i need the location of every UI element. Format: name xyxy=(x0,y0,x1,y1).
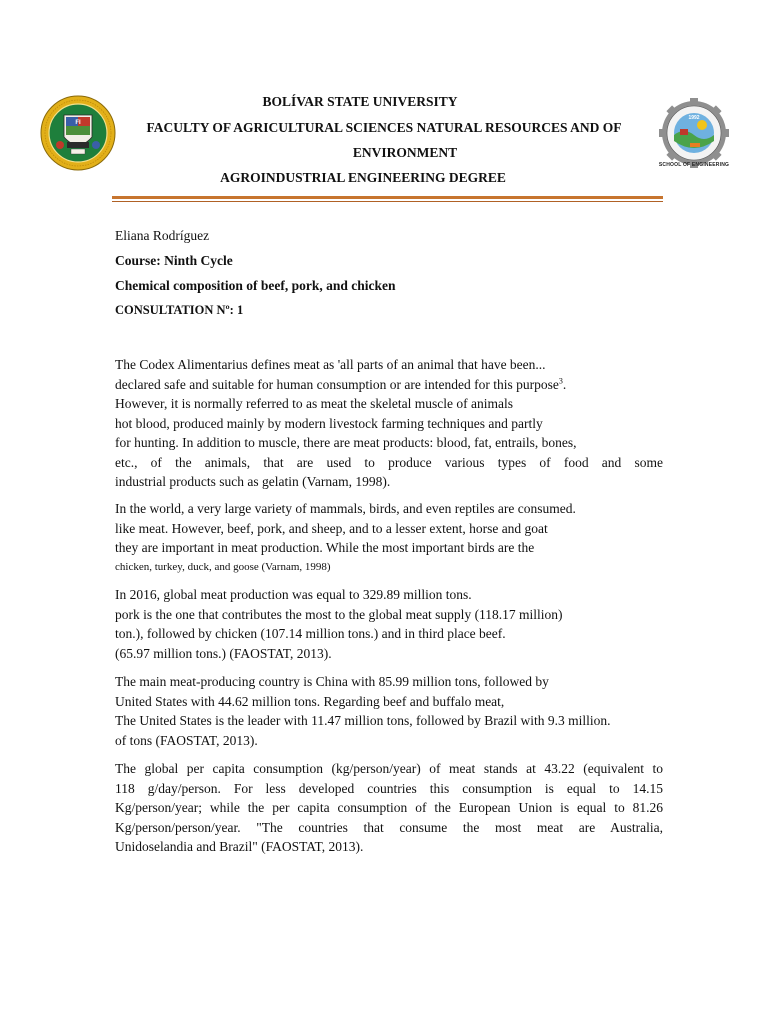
paragraph-global-production xyxy=(115,585,663,663)
paragraph-line: ton.), followed by chicken (107.14 million tons.) and in third place beef. xyxy=(115,626,506,641)
topic-title: Chemical composition of beef, pork, and chicken xyxy=(115,278,396,293)
paragraph-line: declared safe and suitable for human consumption or are intended for this purpose$^3$. xyxy=(115,376,567,392)
paragraph-line: Kg/person/year; while the per capita consumption of the European Union is equal to 81.26 xyxy=(115,800,663,815)
paragraph-meat-variety xyxy=(115,499,663,577)
paragraph-line: The global per capita consumption (kg/person/year) of meat stands at 43.22 (equivalent to xyxy=(115,761,663,776)
paragraph-line: for hunting. In addition to muscle, there are meat products: blood, fat, entrails, bones, xyxy=(115,435,577,450)
paragraph-line: The Codex Alimentarius defines meat as 'all parts of an animal that have been... xyxy=(115,357,546,372)
paragraph-line: In the world, a very large variety of mammals, birds, and even reptiles are consumed. xyxy=(115,501,576,516)
header-divider-thin xyxy=(112,201,663,202)
course-label: Course: Ninth Cycle xyxy=(115,253,233,268)
paragraph-line: hot blood, produced mainly by modern livestock farming techniques and partly xyxy=(115,415,543,431)
paragraph-line: (65.97 million tons.) (FAOSTAT, 2013). xyxy=(115,645,332,661)
svg-text:1992: 1992 xyxy=(688,115,700,121)
author-name: Eliana Rodríguez xyxy=(115,228,210,243)
paragraph-line: United States with 44.62 million tons. Regarding beef and buffalo meat, xyxy=(115,693,505,709)
degree-name: AGROINDUSTRIAL ENGINEERING DEGREE xyxy=(220,170,506,185)
svg-text:FI: FI xyxy=(75,120,81,126)
paragraph-per-capita-consumption xyxy=(115,759,663,857)
school-of-engineering-caption: SCHOOL OF ENGINEERING xyxy=(658,162,730,168)
paragraph-line: industrial products such as gelatin (Varnam, 1998). xyxy=(115,474,391,489)
paragraph-line: Unidoselandia and Brazil" (FAOSTAT, 2013). xyxy=(115,839,364,854)
faculty-name-line1: FACULTY OF AGRICULTURAL SCIENCES NATURAL RESOURCES AND OF xyxy=(146,120,622,135)
paragraph-line: In 2016, global meat production was equal to 329.89 million tons. xyxy=(115,587,472,602)
header-divider-thick xyxy=(112,196,663,199)
paragraph-line: chicken, turkey, duck, and goose (Varnam, 1998) xyxy=(115,560,331,573)
paragraph-line: However, it is normally referred to as meat the skeletal muscle of animals xyxy=(115,396,513,411)
paragraph-line: The main meat-producing country is China with 85.99 million tons, followed by xyxy=(115,674,549,689)
paragraph-line: pork is the one that contributes the most to the global meat supply (118.17 million) xyxy=(115,606,563,622)
faculty-name-line2: ENVIRONMENT xyxy=(352,145,458,160)
paragraph-line: Kg/person/person/year. "The countries that consume the most meat are Australia, xyxy=(115,819,663,835)
consultation-number: CONSULTATION Nº: 1 xyxy=(115,303,244,317)
paragraph-line: they are important in meat production. While the most important birds are the xyxy=(115,540,535,555)
paragraph-meat-definition xyxy=(115,355,663,492)
footnote-marker: 3 xyxy=(558,376,563,385)
paragraph-line: The United States is the leader with 11.47 million tons, followed by Brazil with 9.3 million. xyxy=(115,713,611,728)
university-name: BOLÍVAR STATE UNIVERSITY xyxy=(262,94,458,109)
paragraph-producing-countries xyxy=(115,672,663,750)
paragraph-line: 118 g/day/person. For less developed countries this consumption is equal to 14.15 xyxy=(115,780,663,796)
paragraph-line: like meat. However, beef, pork, and sheep, and to a lesser extent, horse and goat xyxy=(115,520,548,536)
paragraph-line: of tons (FAOSTAT, 2013). xyxy=(115,732,258,748)
paragraph-line: etc., of the animals, that are used to produce various types of food and some xyxy=(115,454,663,470)
